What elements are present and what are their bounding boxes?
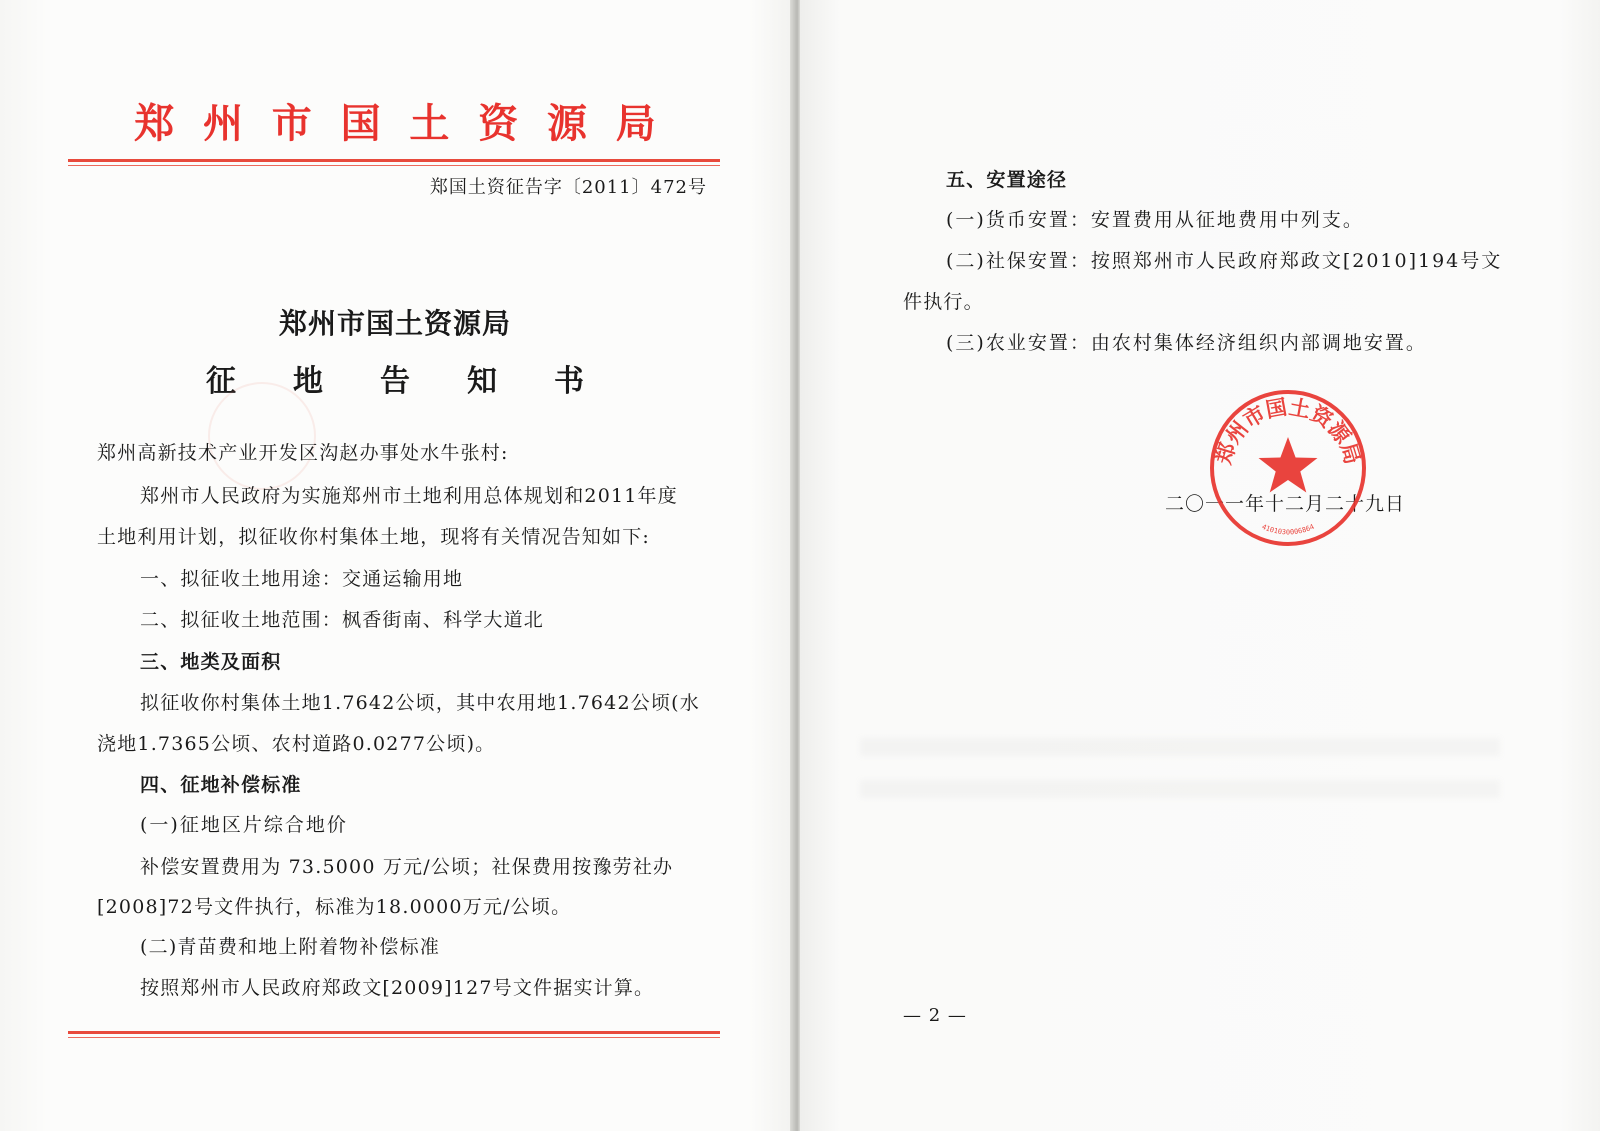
faint-seal-impression	[208, 382, 316, 490]
header-red-rule	[68, 159, 720, 166]
section-heading-scope: 二、拟征收土地范围：枫香街南、科学大道北	[140, 609, 545, 631]
subsection-heading: (一)征地区片综合地价	[140, 814, 348, 836]
body-paragraph-line: 按照郑州市人民政府郑政文[2009]127号文件据实计算。	[140, 977, 655, 999]
body-paragraph-line: 浇地1.7365公顷、农村道路0.0277公顷)。	[97, 733, 496, 755]
addressee-line: 郑州高新技术产业开发区沟赵办事处水牛张村:	[97, 442, 509, 464]
seal-star-icon	[1259, 437, 1318, 493]
body-paragraph-line: [2008]72号文件执行，标准为18.0000万元/公顷。	[97, 896, 572, 918]
resettlement-item: (一)货币安置：安置费用从征地费用中列支。	[946, 209, 1364, 231]
section-heading-resettlement: 五、安置途径	[946, 169, 1068, 191]
page-number: — 2 —	[903, 1005, 967, 1026]
document-title: 郑州市国土资源局	[278, 307, 511, 340]
document-subtitle: 征地告知书	[206, 364, 641, 399]
body-paragraph-line: 拟征收你村集体土地1.7642公顷，其中农用地1.7642公顷(水	[140, 692, 700, 714]
rule-thin-line	[68, 165, 720, 166]
section-heading-land-type: 三、地类及面积	[140, 651, 282, 673]
page-right	[800, 0, 1600, 1131]
resettlement-item-continuation: 件执行。	[903, 291, 984, 313]
resettlement-item: (三)农业安置：由农村集体经济组织内部调地安置。	[946, 332, 1427, 354]
document-number: 郑国土资征告字〔2011〕472号	[429, 177, 707, 198]
issue-date: 二〇一一年十二月二十九日	[1165, 493, 1406, 515]
header-organization: 郑州市国土资源局	[134, 100, 685, 147]
seal-code: 4101030006864	[1260, 522, 1316, 537]
subsection-heading: (二)青苗费和地上附着物补偿标准	[140, 936, 441, 958]
section-heading-compensation: 四、征地补偿标准	[140, 774, 302, 796]
page-left	[0, 0, 797, 1131]
rule-thick-line	[68, 159, 720, 162]
show-through-ghost	[860, 738, 1500, 756]
svg-text:4101030006864	[1261, 523, 1316, 536]
body-paragraph-line: 土地利用计划，拟征收你村集体土地，现将有关情况告知如下:	[97, 526, 651, 548]
resettlement-item: (二)社保安置：按照郑州市人民政府郑政文[2010]194号文	[946, 250, 1503, 272]
official-seal-icon	[1207, 387, 1369, 549]
show-through-ghost	[860, 780, 1500, 798]
body-paragraph-line: 补偿安置费用为 73.5000 万元/公顷；社保费用按豫劳社办	[140, 856, 674, 878]
seal-text: 郑州市国土资源局	[1211, 394, 1365, 467]
section-heading-purpose: 一、拟征收土地用途：交通运输用地	[140, 568, 464, 590]
body-paragraph-line: 郑州市人民政府为实施郑州市土地利用总体规划和2011年度	[140, 485, 678, 507]
rule-thin-line	[68, 1037, 720, 1038]
rule-thick-line	[68, 1031, 720, 1034]
footer-red-rule	[68, 1031, 720, 1038]
